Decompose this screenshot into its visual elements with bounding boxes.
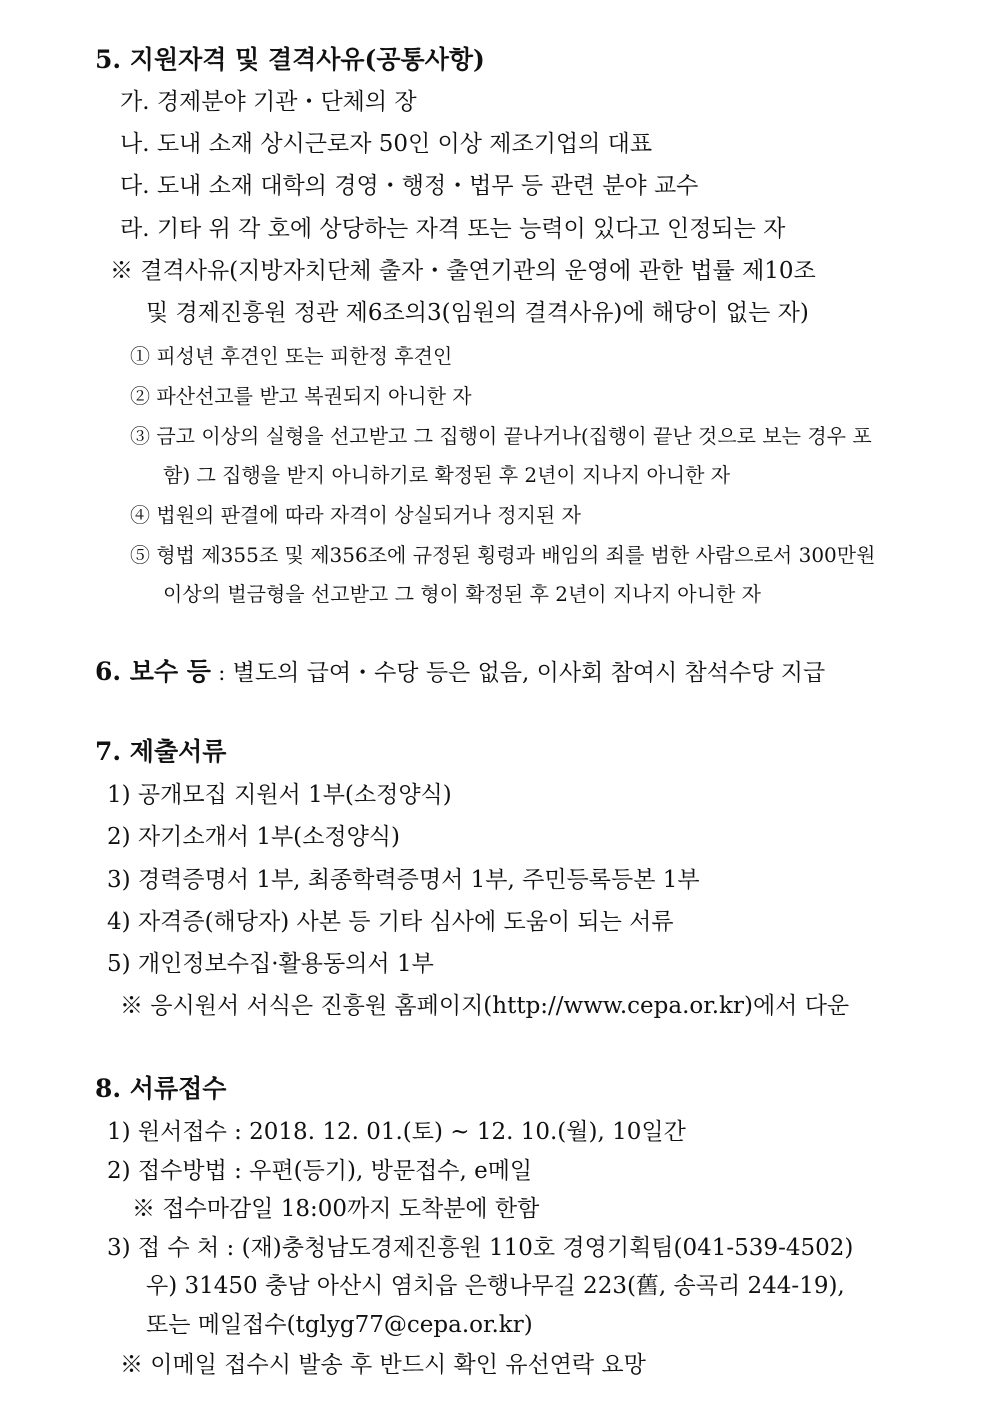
- disqualification-item-4: ④ 법원의 판결에 따라 자격이 상실되거나 정지된 자: [130, 503, 581, 527]
- disqualification-item-3-line2: 함) 그 집행을 받지 아니하기로 확정된 후 2년이 지나지 아니한 자: [163, 463, 731, 487]
- disqualification-item-2: ② 파산선고를 받고 복권되지 아니한 자: [130, 384, 472, 408]
- section5-heading: 5. 지원자격 및 결격사유(공통사항): [95, 45, 485, 74]
- section7-item-4: 4) 자격증(해당자) 사본 등 기타 심사에 도움이 되는 서류: [107, 909, 674, 935]
- section8-place-line2: 우) 31450 충남 아산시 염치읍 은행나무길 223(舊, 송곡리 244-19),: [146, 1273, 845, 1299]
- section5-note-line1: ※ 결격사유(지방자치단체 출자・출연기관의 운영에 관한 법률 제10조: [110, 258, 816, 284]
- disqualification-item-5-line1: ⑤ 형법 제355조 및 제356조에 규정된 횡령과 배임의 죄를 범한 사람으로서 300만원: [130, 543, 876, 567]
- disqualification-item-1: ① 피성년 후견인 또는 피한정 후견인: [130, 344, 453, 368]
- section7-heading: 7. 제출서류: [95, 737, 227, 766]
- section6-line: [95, 657, 825, 688]
- section8-method: 2) 접수방법 : 우편(등기), 방문접수, e메일: [107, 1158, 533, 1184]
- disqualification-item-5-line2: 이상의 벌금형을 선고받고 그 형이 확정된 후 2년이 지나지 아니한 자: [163, 582, 761, 606]
- section8-deadline-note: ※ 접수마감일 18:00까지 도착분에 한함: [132, 1196, 540, 1222]
- section7-item-5: 5) 개인정보수집·활용동의서 1부: [107, 951, 434, 977]
- section7-item-3: 3) 경력증명서 1부, 최종학력증명서 1부, 주민등록등본 1부: [107, 867, 700, 893]
- section5-item-na: 나. 도내 소재 상시근로자 50인 이상 제조기업의 대표: [120, 131, 653, 157]
- section6-text: 별도의 급여・수당 등은 없음, 이사회 참여시 참석수당 지급: [232, 660, 826, 686]
- section5-note-line2: 및 경제진흥원 정관 제6조의3(임원의 결격사유)에 해당이 없는 자): [146, 300, 809, 326]
- section7-item-1: 1) 공개모집 지원서 1부(소정양식): [107, 782, 452, 808]
- disqualification-item-3-line1: ③ 금고 이상의 실형을 선고받고 그 집행이 끝나거나(집행이 끝난 것으로 보는 경우 포: [130, 424, 872, 448]
- section8-email-note: ※ 이메일 접수시 발송 후 반드시 확인 유선연락 요망: [120, 1352, 646, 1378]
- section7-note: ※ 응시원서 서식은 진흥원 홈페이지(http://www.cepa.or.kr)에서 다운: [120, 993, 850, 1019]
- section8-place-line1: 3) 접 수 처 : (재)충청남도경제진흥원 110호 경영기획팀(041-539-4502): [107, 1235, 854, 1261]
- section8-place-line3: 또는 메일접수(tglyg77@cepa.or.kr): [146, 1312, 533, 1338]
- section8-heading: 8. 서류접수: [95, 1074, 227, 1103]
- section8-period: 1) 원서접수 : 2018. 12. 01.(토) ~ 12. 10.(월), 10일간: [107, 1119, 686, 1145]
- section5-item-da: 다. 도내 소재 대학의 경영・행정・법무 등 관련 분야 교수: [120, 173, 699, 199]
- section5-item-ra: 라. 기타 위 각 호에 상당하는 자격 또는 능력이 있다고 인정되는 자: [120, 216, 786, 242]
- section5-item-ga: 가. 경제분야 기관・단체의 장: [120, 89, 417, 115]
- section6-separator: :: [218, 661, 226, 685]
- section7-item-2: 2) 자기소개서 1부(소정양식): [107, 824, 400, 850]
- section6-label: 6. 보수 등: [95, 657, 211, 686]
